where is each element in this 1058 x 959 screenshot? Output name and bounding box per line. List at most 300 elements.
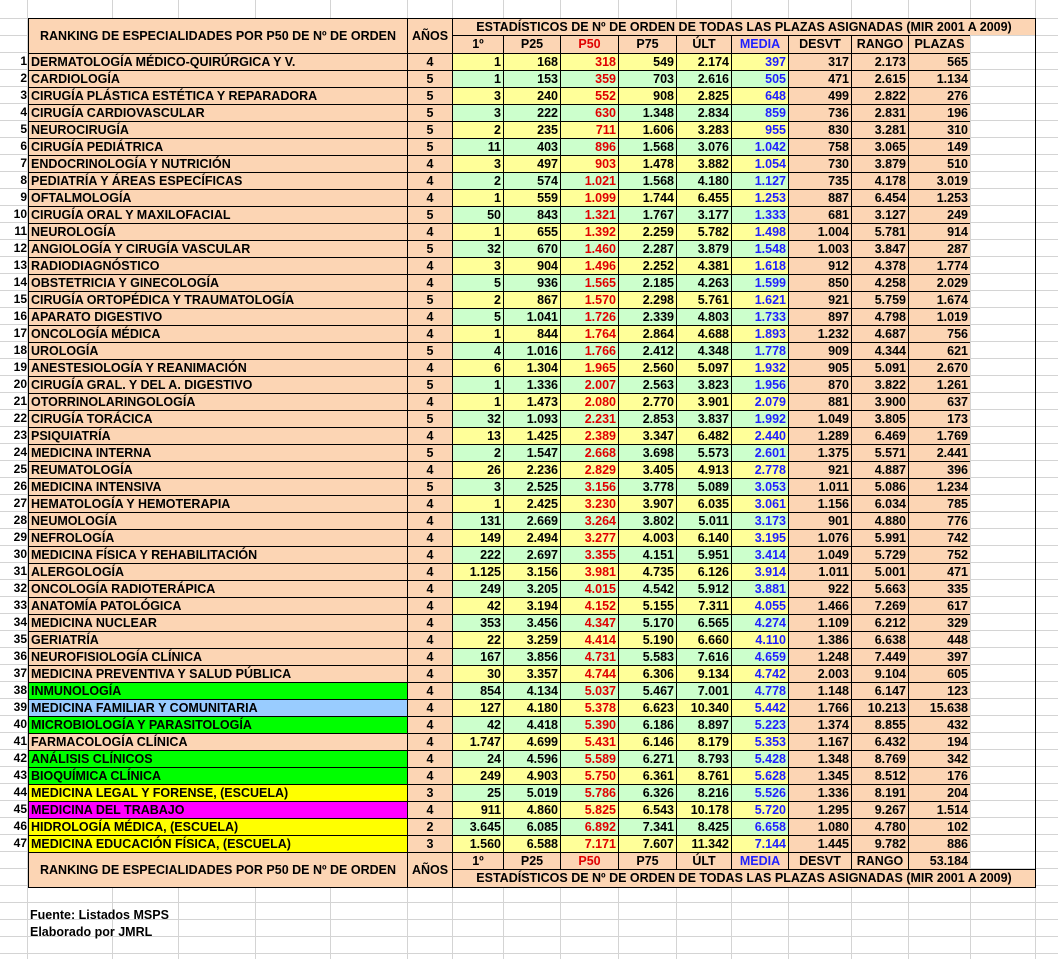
stat-cell-p25: 222 [503, 104, 560, 121]
stat-cell-p75: 3.907 [618, 495, 676, 512]
stat-cell-plazas: 914 [908, 223, 970, 240]
stat-cell-plazas: 742 [908, 529, 970, 546]
stat-cell-media: 1.333 [731, 206, 788, 223]
stat-cell-desvt: 922 [788, 580, 851, 597]
stat-cell-últ: 3.837 [676, 410, 731, 427]
stat-cell-rango: 5.759 [851, 291, 908, 308]
stat-cell-desvt: 897 [788, 308, 851, 325]
stat-cell-1º: 1 [452, 393, 503, 410]
row-number: 22 [13, 411, 27, 425]
stat-cell-p50: 5.786 [560, 784, 618, 801]
stat-cell-p25: 4.903 [503, 767, 560, 784]
row-number: 44 [13, 785, 27, 799]
stat-cell-p25: 1.041 [503, 308, 560, 325]
years-cell: 5 [407, 478, 452, 495]
stat-cell-rango: 5.663 [851, 580, 908, 597]
stat-cell-plazas: 342 [908, 750, 970, 767]
years-cell: 4 [407, 801, 452, 818]
years-cell: 5 [407, 121, 452, 138]
stat-cell-p25: 1.547 [503, 444, 560, 461]
stat-cell-rango: 2.615 [851, 70, 908, 87]
stat-cell-últ: 8.761 [676, 767, 731, 784]
stat-cell-1º: 3 [452, 257, 503, 274]
stat-cell-media: 6.658 [731, 818, 788, 835]
stat-cell-p25: 403 [503, 138, 560, 155]
stats-title-footer: ESTADÍSTICOS DE Nº DE ORDEN DE TODAS LAS PLAZAS ASIGNADAS (MIR 2001 A 2009) [452, 869, 1035, 887]
stat-cell-p25: 3.194 [503, 597, 560, 614]
row-number: 13 [13, 258, 27, 272]
stat-cell-plazas: 3.019 [908, 172, 970, 189]
stat-cell-1º: 42 [452, 716, 503, 733]
years-cell: 4 [407, 563, 452, 580]
stat-cell-rango: 2.831 [851, 104, 908, 121]
stat-cell-desvt: 1.148 [788, 682, 851, 699]
specialty-name: MEDICINA NUCLEAR [28, 614, 407, 631]
stat-cell-plazas: 510 [908, 155, 970, 172]
stat-cell-media: 4.659 [731, 648, 788, 665]
specialty-name: NEFROLOGÍA [28, 529, 407, 546]
stat-cell-últ: 6.565 [676, 614, 731, 631]
specialty-name: ONCOLOGÍA RADIOTERÁPICA [28, 580, 407, 597]
stat-cell-media: 3.053 [731, 478, 788, 495]
stat-cell-últ: 2.825 [676, 87, 731, 104]
stat-cell-p75: 2.339 [618, 308, 676, 325]
table-bottom-border [28, 887, 1036, 888]
stat-cell-1º: 1 [452, 325, 503, 342]
years-cell: 4 [407, 512, 452, 529]
years-cell: 5 [407, 138, 452, 155]
stat-cell-media: 5.442 [731, 699, 788, 716]
years-cell: 5 [407, 410, 452, 427]
gridline [0, 936, 1058, 937]
stat-cell-últ: 3.823 [676, 376, 731, 393]
stat-cell-últ: 5.011 [676, 512, 731, 529]
source-note: Fuente: Listados MSPS [30, 908, 169, 922]
stat-cell-plazas: 886 [908, 835, 970, 852]
row-number: 16 [13, 309, 27, 323]
stat-cell-p50: 1.099 [560, 189, 618, 206]
specialty-name: RADIODIAGNÓSTICO [28, 257, 407, 274]
stat-cell-rango: 5.991 [851, 529, 908, 546]
stat-cell-media: 1.618 [731, 257, 788, 274]
stat-cell-p50: 3.277 [560, 529, 618, 546]
column-header-3: P75 [618, 35, 676, 53]
row-number: 2 [20, 71, 27, 85]
stat-cell-media: 1.733 [731, 308, 788, 325]
years-cell: 4 [407, 172, 452, 189]
stat-cell-rango: 5.571 [851, 444, 908, 461]
stat-cell-p75: 4.735 [618, 563, 676, 580]
stat-cell-p75: 4.542 [618, 580, 676, 597]
stat-cell-p75: 1.606 [618, 121, 676, 138]
specialty-name: GERIATRÍA [28, 631, 407, 648]
stat-cell-plazas: 1.261 [908, 376, 970, 393]
years-cell: 5 [407, 376, 452, 393]
stat-cell-p75: 2.770 [618, 393, 676, 410]
stat-cell-media: 1.992 [731, 410, 788, 427]
stat-cell-últ: 2.174 [676, 53, 731, 70]
stat-cell-1º: 131 [452, 512, 503, 529]
stat-cell-1º: 222 [452, 546, 503, 563]
row-number: 43 [13, 768, 27, 782]
stat-cell-rango: 6.469 [851, 427, 908, 444]
row-number: 1 [20, 54, 27, 68]
stat-cell-plazas: 2.670 [908, 359, 970, 376]
gridline [970, 0, 971, 959]
stat-cell-rango: 3.847 [851, 240, 908, 257]
stat-cell-p50: 4.347 [560, 614, 618, 631]
stat-cell-desvt: 1.386 [788, 631, 851, 648]
stat-cell-p25: 2.494 [503, 529, 560, 546]
row-number: 47 [13, 836, 27, 850]
stat-cell-plazas: 617 [908, 597, 970, 614]
stat-cell-p50: 1.565 [560, 274, 618, 291]
stat-cell-rango: 3.065 [851, 138, 908, 155]
stat-cell-últ: 8.216 [676, 784, 731, 801]
gridline [0, 902, 1058, 903]
stat-cell-p50: 711 [560, 121, 618, 138]
stat-cell-rango: 3.281 [851, 121, 908, 138]
column-header-7: RANGO [851, 35, 908, 53]
specialty-name: MEDICINA INTERNA [28, 444, 407, 461]
stat-cell-p25: 1.473 [503, 393, 560, 410]
ranking-title-header: RANKING DE ESPECIALIDADES POR P50 DE Nº DE ORDEN [28, 18, 407, 53]
stat-cell-plazas: 2.029 [908, 274, 970, 291]
column-footer-6: DESVT [788, 852, 851, 869]
stat-cell-rango: 3.805 [851, 410, 908, 427]
specialty-name: PSIQUIATRÍA [28, 427, 407, 444]
years-cell: 5 [407, 87, 452, 104]
stat-cell-p50: 359 [560, 70, 618, 87]
stat-cell-p50: 1.392 [560, 223, 618, 240]
stat-cell-p25: 4.860 [503, 801, 560, 818]
stat-cell-p50: 5.431 [560, 733, 618, 750]
stat-cell-p25: 4.180 [503, 699, 560, 716]
stat-cell-p50: 2.389 [560, 427, 618, 444]
row-number: 25 [13, 462, 27, 476]
stat-cell-1º: 3 [452, 155, 503, 172]
stat-cell-p25: 240 [503, 87, 560, 104]
stat-cell-rango: 8.512 [851, 767, 908, 784]
specialty-name: NEUROLOGÍA [28, 223, 407, 240]
years-cell: 4 [407, 461, 452, 478]
stat-cell-desvt: 499 [788, 87, 851, 104]
specialty-name: OTORRINOLARINGOLOGÍA [28, 393, 407, 410]
row-number: 14 [13, 275, 27, 289]
stat-cell-1º: 167 [452, 648, 503, 665]
stat-cell-últ: 6.455 [676, 189, 731, 206]
stat-cell-rango: 5.091 [851, 359, 908, 376]
stat-cell-plazas: 287 [908, 240, 970, 257]
stat-cell-rango: 8.769 [851, 750, 908, 767]
stat-cell-rango: 4.798 [851, 308, 908, 325]
stat-cell-plazas: 397 [908, 648, 970, 665]
column-header-6: DESVT [788, 35, 851, 53]
stat-cell-media: 3.061 [731, 495, 788, 512]
stat-cell-plazas: 194 [908, 733, 970, 750]
years-cell: 4 [407, 682, 452, 699]
stat-cell-rango: 5.729 [851, 546, 908, 563]
stat-cell-rango: 3.879 [851, 155, 908, 172]
stat-cell-rango: 2.173 [851, 53, 908, 70]
stat-cell-p75: 2.252 [618, 257, 676, 274]
stat-cell-desvt: 1.049 [788, 410, 851, 427]
stat-cell-rango: 3.127 [851, 206, 908, 223]
stat-cell-desvt: 921 [788, 461, 851, 478]
stat-cell-p75: 1.568 [618, 172, 676, 189]
specialty-name: UROLOGÍA [28, 342, 407, 359]
specialty-name: FARMACOLOGÍA CLÍNICA [28, 733, 407, 750]
stat-cell-últ: 5.761 [676, 291, 731, 308]
stat-cell-desvt: 1.156 [788, 495, 851, 512]
years-cell: 4 [407, 648, 452, 665]
column-footer-0: 1º [452, 852, 503, 869]
specialty-name: CIRUGÍA PLÁSTICA ESTÉTICA Y REPARADORA [28, 87, 407, 104]
row-number: 40 [13, 717, 27, 731]
stat-cell-plazas: 1.234 [908, 478, 970, 495]
years-footer: AÑOS [407, 852, 452, 887]
stat-cell-p25: 3.205 [503, 580, 560, 597]
stat-cell-plazas: 756 [908, 325, 970, 342]
stat-cell-plazas: 1.134 [908, 70, 970, 87]
specialty-name: OFTALMOLOGÍA [28, 189, 407, 206]
stat-cell-1º: 911 [452, 801, 503, 818]
stat-cell-plazas: 396 [908, 461, 970, 478]
stat-cell-últ: 3.879 [676, 240, 731, 257]
stat-cell-p50: 2.829 [560, 461, 618, 478]
stat-cell-p25: 3.456 [503, 614, 560, 631]
years-cell: 4 [407, 495, 452, 512]
stat-cell-rango: 4.887 [851, 461, 908, 478]
specialty-name: DERMATOLOGÍA MÉDICO-QUIRÚRGICA Y V. [28, 53, 407, 70]
stat-cell-1º: 6 [452, 359, 503, 376]
specialty-name: MEDICINA PREVENTIVA Y SALUD PÚBLICA [28, 665, 407, 682]
stat-cell-p75: 6.543 [618, 801, 676, 818]
stat-cell-p50: 3.981 [560, 563, 618, 580]
stat-cell-p25: 4.596 [503, 750, 560, 767]
stat-cell-1º: 5 [452, 308, 503, 325]
specialty-name: MEDICINA FAMILIAR Y COMUNITARIA [28, 699, 407, 716]
stat-cell-desvt: 909 [788, 342, 851, 359]
stat-cell-últ: 3.283 [676, 121, 731, 138]
stat-cell-desvt: 1.011 [788, 563, 851, 580]
stat-cell-media: 5.526 [731, 784, 788, 801]
stat-cell-p25: 2.669 [503, 512, 560, 529]
row-number: 9 [20, 190, 27, 204]
stat-cell-rango: 4.378 [851, 257, 908, 274]
stat-cell-p50: 896 [560, 138, 618, 155]
column-header-2: P50 [560, 35, 618, 53]
stat-cell-p75: 6.326 [618, 784, 676, 801]
specialty-name: MEDICINA INTENSIVA [28, 478, 407, 495]
years-cell: 4 [407, 53, 452, 70]
stat-cell-p25: 3.156 [503, 563, 560, 580]
years-cell: 4 [407, 580, 452, 597]
stat-cell-p25: 6.588 [503, 835, 560, 852]
stat-cell-p25: 1.093 [503, 410, 560, 427]
stat-cell-últ: 3.076 [676, 138, 731, 155]
stat-cell-p25: 5.019 [503, 784, 560, 801]
stat-cell-rango: 3.822 [851, 376, 908, 393]
stat-cell-1º: 24 [452, 750, 503, 767]
stat-cell-plazas: 1.774 [908, 257, 970, 274]
stat-cell-rango: 6.432 [851, 733, 908, 750]
stat-cell-plazas: 785 [908, 495, 970, 512]
stat-cell-plazas: 776 [908, 512, 970, 529]
row-number: 29 [13, 530, 27, 544]
stat-cell-1º: 5 [452, 274, 503, 291]
years-cell: 4 [407, 257, 452, 274]
specialty-name: ENDOCRINOLOGÍA Y NUTRICIÓN [28, 155, 407, 172]
specialty-name: BIOQUÍMICA CLÍNICA [28, 767, 407, 784]
stat-cell-media: 3.173 [731, 512, 788, 529]
stat-cell-media: 3.414 [731, 546, 788, 563]
table-right-border [1035, 18, 1036, 887]
specialty-name: PEDIATRÍA Y ÁREAS ESPECÍFICAS [28, 172, 407, 189]
stat-cell-p50: 5.037 [560, 682, 618, 699]
stat-cell-p75: 6.306 [618, 665, 676, 682]
stat-cell-rango: 5.001 [851, 563, 908, 580]
stat-cell-rango: 10.213 [851, 699, 908, 716]
stat-cell-p75: 4.151 [618, 546, 676, 563]
stat-cell-desvt: 912 [788, 257, 851, 274]
stat-cell-plazas: 752 [908, 546, 970, 563]
column-footer-5: MEDIA [731, 852, 788, 869]
stat-cell-últ: 3.882 [676, 155, 731, 172]
stat-cell-media: 1.127 [731, 172, 788, 189]
stat-cell-media: 5.628 [731, 767, 788, 784]
years-cell: 4 [407, 274, 452, 291]
stat-cell-rango: 2.822 [851, 87, 908, 104]
stat-cell-plazas: 249 [908, 206, 970, 223]
stat-cell-media: 3.914 [731, 563, 788, 580]
stat-cell-media: 397 [731, 53, 788, 70]
years-cell: 4 [407, 750, 452, 767]
stat-cell-p25: 4.699 [503, 733, 560, 750]
years-cell: 4 [407, 546, 452, 563]
stat-cell-1º: 1.125 [452, 563, 503, 580]
specialty-name: CIRUGÍA PEDIÁTRICA [28, 138, 407, 155]
stat-cell-p75: 2.864 [618, 325, 676, 342]
years-cell: 3 [407, 835, 452, 852]
years-cell: 4 [407, 308, 452, 325]
stat-cell-1º: 353 [452, 614, 503, 631]
specialty-name: CIRUGÍA ORAL Y MAXILOFACIAL [28, 206, 407, 223]
stat-cell-p75: 2.259 [618, 223, 676, 240]
years-cell: 4 [407, 529, 452, 546]
stat-cell-p75: 6.186 [618, 716, 676, 733]
row-number: 10 [13, 207, 27, 221]
stat-cell-p50: 318 [560, 53, 618, 70]
row-number: 33 [13, 598, 27, 612]
stat-cell-plazas: 335 [908, 580, 970, 597]
specialty-name: NEUROCIRUGÍA [28, 121, 407, 138]
stat-cell-plazas: 471 [908, 563, 970, 580]
stat-cell-desvt: 1.232 [788, 325, 851, 342]
stat-cell-últ: 7.001 [676, 682, 731, 699]
specialty-name: CIRUGÍA TORÁCICA [28, 410, 407, 427]
stat-cell-desvt: 1.011 [788, 478, 851, 495]
years-cell: 5 [407, 291, 452, 308]
stat-cell-últ: 6.035 [676, 495, 731, 512]
stat-cell-p75: 2.563 [618, 376, 676, 393]
stat-cell-p50: 1.460 [560, 240, 618, 257]
row-number: 46 [13, 819, 27, 833]
column-footer-1: P25 [503, 852, 560, 869]
specialty-name: CIRUGÍA ORTOPÉDICA Y TRAUMATOLOGÍA [28, 291, 407, 308]
stat-cell-p50: 1.321 [560, 206, 618, 223]
stat-cell-media: 3.195 [731, 529, 788, 546]
stat-cell-rango: 6.638 [851, 631, 908, 648]
stat-cell-últ: 5.951 [676, 546, 731, 563]
row-number: 6 [20, 139, 27, 153]
stat-cell-plazas: 176 [908, 767, 970, 784]
stat-cell-rango: 4.880 [851, 512, 908, 529]
stat-cell-plazas: 621 [908, 342, 970, 359]
specialty-name: ANÁLISIS CLÍNICOS [28, 750, 407, 767]
stat-cell-p25: 655 [503, 223, 560, 240]
stat-cell-desvt: 887 [788, 189, 851, 206]
stat-cell-rango: 4.344 [851, 342, 908, 359]
row-number: 19 [13, 360, 27, 374]
stat-cell-p25: 574 [503, 172, 560, 189]
stat-cell-últ: 4.348 [676, 342, 731, 359]
stat-cell-últ: 8.793 [676, 750, 731, 767]
stat-cell-plazas: 15.638 [908, 699, 970, 716]
stat-cell-p75: 1.348 [618, 104, 676, 121]
years-cell: 4 [407, 223, 452, 240]
years-cell: 4 [407, 699, 452, 716]
row-number: 21 [13, 394, 27, 408]
stat-cell-1º: 3 [452, 104, 503, 121]
stat-cell-p25: 844 [503, 325, 560, 342]
stat-cell-p25: 3.259 [503, 631, 560, 648]
stat-cell-media: 2.440 [731, 427, 788, 444]
stat-cell-desvt: 471 [788, 70, 851, 87]
stat-cell-media: 859 [731, 104, 788, 121]
stat-cell-plazas: 1.019 [908, 308, 970, 325]
stat-cell-p50: 2.668 [560, 444, 618, 461]
years-cell: 4 [407, 733, 452, 750]
stat-cell-media: 4.055 [731, 597, 788, 614]
stat-cell-rango: 9.267 [851, 801, 908, 818]
stat-cell-desvt: 681 [788, 206, 851, 223]
stat-cell-media: 4.274 [731, 614, 788, 631]
row-number: 34 [13, 615, 27, 629]
stat-cell-rango: 6.454 [851, 189, 908, 206]
stat-cell-p25: 168 [503, 53, 560, 70]
stat-cell-rango: 8.855 [851, 716, 908, 733]
row-number: 37 [13, 666, 27, 680]
stat-cell-p75: 2.560 [618, 359, 676, 376]
stat-cell-desvt: 2.003 [788, 665, 851, 682]
stat-cell-p75: 1.478 [618, 155, 676, 172]
row-number: 26 [13, 479, 27, 493]
stat-cell-p50: 3.264 [560, 512, 618, 529]
years-cell: 5 [407, 104, 452, 121]
stat-cell-p75: 1.744 [618, 189, 676, 206]
years-header: AÑOS [407, 18, 452, 53]
stat-cell-p75: 5.170 [618, 614, 676, 631]
stat-cell-1º: 22 [452, 631, 503, 648]
row-number: 45 [13, 802, 27, 816]
stat-cell-p25: 2.425 [503, 495, 560, 512]
stat-cell-últ: 10.178 [676, 801, 731, 818]
stat-cell-p50: 5.390 [560, 716, 618, 733]
stat-cell-p75: 3.778 [618, 478, 676, 495]
stat-cell-plazas: 149 [908, 138, 970, 155]
stat-cell-desvt: 1.295 [788, 801, 851, 818]
